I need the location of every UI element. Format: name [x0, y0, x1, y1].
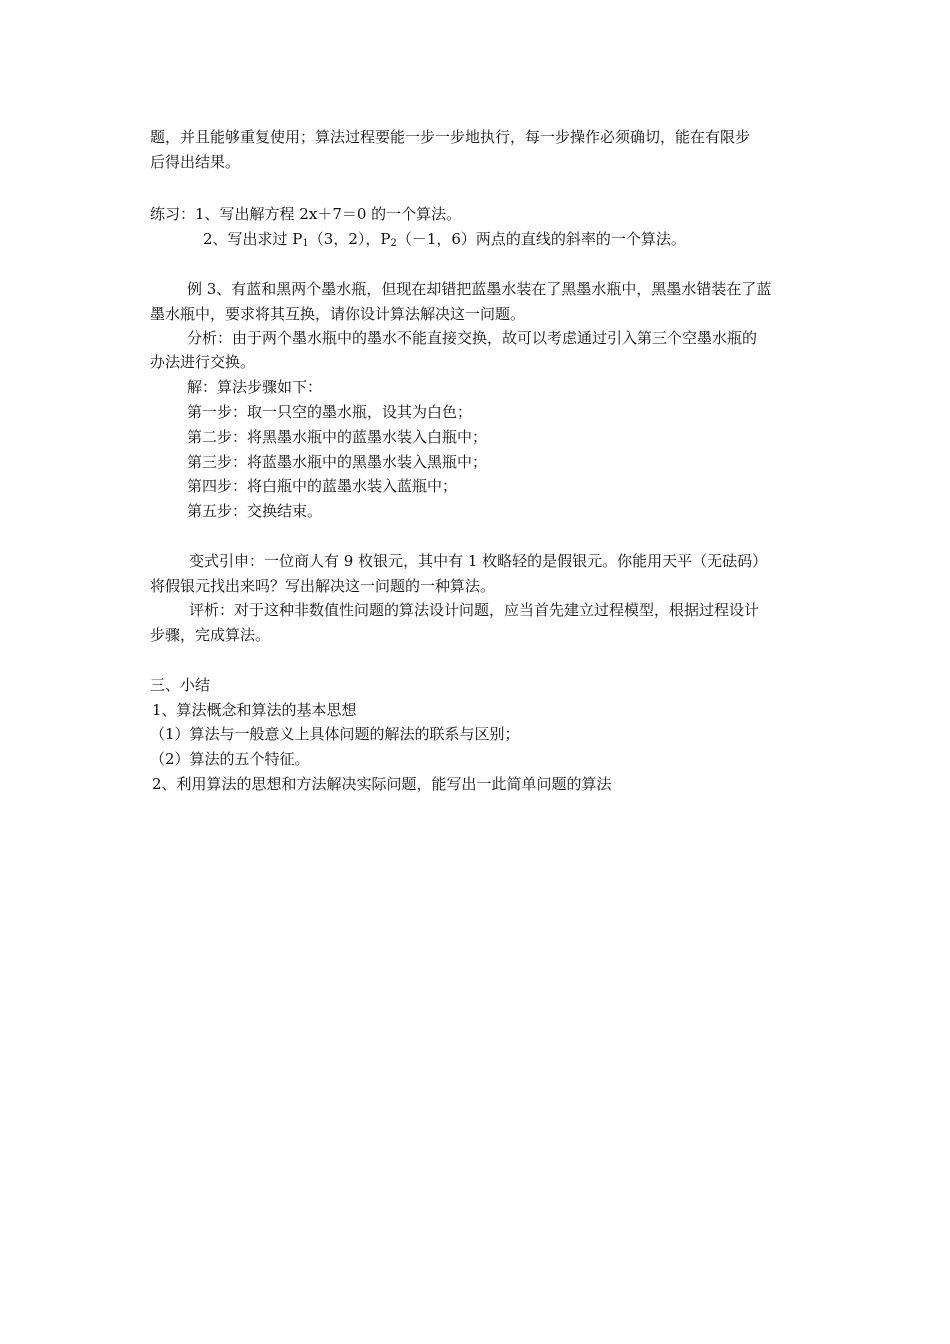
summary-heading: 三、小结 — [150, 676, 211, 694]
example3-problem-line-1: 例 3、有蓝和黑两个墨水瓶，但现在却错把蓝墨水装在了黑墨水瓶中，黑墨水错装在了蓝 — [187, 280, 772, 298]
summary-point-1: 1、算法概念和算法的基本思想 — [152, 701, 357, 719]
summary-sub-1: （1）算法与一般意义上具体问题的解法的联系与区别； — [150, 725, 520, 743]
practice-item-1: 练习：1、写出解方程 2x＋7＝0 的一个算法。 — [150, 205, 462, 223]
intro-line-1: 题，并且能够重复使用；算法过程要能一步一步地执行，每一步操作必须确切，能在有限步 — [150, 128, 751, 146]
example3-analysis-line-1: 分析：由于两个墨水瓶中的墨水不能直接交换，故可以考虑通过引入第三个空墨水瓶的 — [187, 329, 758, 347]
practice-item-2-suffix: （－1，6）两点的直线的斜率的一个算法。 — [396, 230, 686, 248]
subscript-2: 2 — [390, 238, 397, 249]
intro-line-2: 后得出结果。 — [150, 153, 241, 171]
example3-problem-line-2: 墨水瓶中，要求将其互换，请你设计算法解决这一问题。 — [150, 305, 526, 323]
example3-step-5: 第五步：交换结束。 — [187, 502, 323, 520]
variant-line-2: 将假银元找出来吗？写出解决这一问题的一种算法。 — [150, 577, 496, 595]
variant-comment-line-2: 步骤，完成算法。 — [150, 626, 271, 644]
variant-line-1: 变式引申：一位商人有 9 枚银元，其中有 1 枚略轻的是假银元。你能用天平（无砝码） — [189, 552, 768, 570]
example3-step-3: 第三步：将蓝墨水瓶中的黑墨水装入黑瓶中； — [187, 453, 488, 471]
example3-step-4: 第四步：将白瓶中的蓝墨水装入蓝瓶中； — [187, 477, 458, 495]
subscript-1: 1 — [302, 238, 309, 249]
example3-step-2: 第二步：将黑墨水瓶中的蓝墨水装入白瓶中； — [187, 428, 488, 446]
example3-solution-title: 解：算法步骤如下： — [187, 378, 323, 396]
practice-item-2-prefix: 2、写出求过 P — [203, 230, 303, 248]
variant-comment-line-1: 评析：对于这种非数值性问题的算法设计问题，应当首先建立过程模型，根据过程设计 — [189, 601, 760, 619]
practice-item-2-mid: （3，2），P — [308, 230, 391, 248]
summary-point-2: 2、利用算法的思想和方法解决实际问题，能写出一此简单问题的算法 — [152, 775, 612, 793]
practice-item-2 — [203, 227, 686, 251]
example3-step-1: 第一步：取一只空的墨水瓶，设其为白色； — [187, 403, 473, 421]
summary-sub-2: （2）算法的五个特征。 — [150, 750, 310, 768]
example3-analysis-line-2: 办法进行交换。 — [150, 353, 256, 371]
